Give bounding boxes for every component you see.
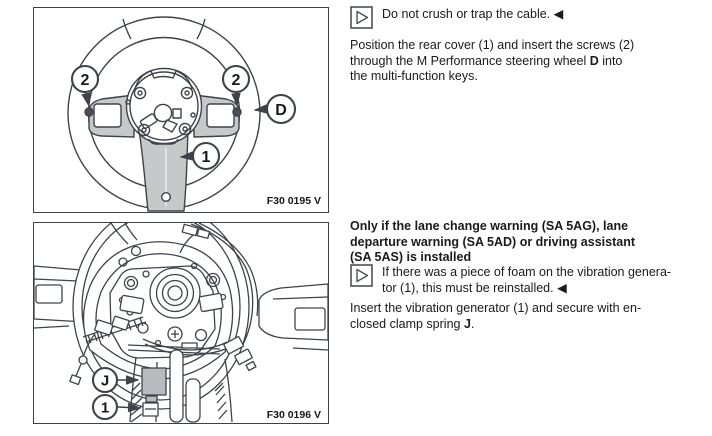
steering-wheel-rear-view-drawing <box>34 8 328 212</box>
callout-screw-right-label: 2 <box>231 72 241 89</box>
heading-line: (SA 5AS) is installed <box>350 250 472 264</box>
bold-wheel-code: D <box>589 53 599 68</box>
procedure-note-icon <box>350 6 373 29</box>
spoke-hole <box>162 193 171 202</box>
paragraph-line: closed clamp spring J. <box>350 316 475 331</box>
screw-left <box>85 108 93 116</box>
note-text-line: If there was a piece of foam on the vibration genera- <box>382 265 672 279</box>
procedure-note-cable <box>350 5 712 29</box>
note-text-line: Do not crush or trap the cable. ◀ <box>382 7 564 21</box>
note-text-line: tor (1), this must be reinstalled. ◀ <box>382 280 567 295</box>
figure-rear-cover-diagram <box>33 7 329 213</box>
paragraph-line: Insert the vibration generator (1) and secure with en- <box>350 301 642 315</box>
paragraph-line: through the M Performance steering wheel D into <box>350 53 623 68</box>
hub-ring-inner <box>130 72 198 140</box>
figure2-code: F30 0196 V <box>266 409 321 421</box>
instruction-paragraph-generator <box>350 301 712 332</box>
clamp-spring-tab <box>146 396 157 402</box>
figure-vibration-generator-diagram <box>33 222 329 424</box>
callout-generator-label: 1 <box>100 399 110 417</box>
key-cutout-left <box>94 104 121 127</box>
figure1-code: F30 0195 V <box>266 195 321 207</box>
conditional-section-heading <box>350 219 712 266</box>
callout-cover-label: 1 <box>201 149 211 166</box>
instruction-paragraph-rear-cover <box>350 38 712 85</box>
stalk-right <box>259 284 328 350</box>
bold-clamp-code: J <box>463 316 471 331</box>
clamp-spring-part <box>142 368 166 395</box>
callout-screw-left-label: 2 <box>80 72 90 89</box>
procedure-note-foam <box>350 263 712 296</box>
steering-column-rear-drawing <box>34 223 328 423</box>
heading-line: departure warning (SA 5AD) or driving assistant <box>350 234 636 249</box>
procedure-note-icon <box>350 264 373 287</box>
paragraph-line: the multi-function keys. <box>350 69 478 83</box>
callout-clamp-label: J <box>100 372 110 390</box>
key-cutout-right <box>207 104 234 127</box>
heading-line: Only if the lane change warning (SA 5AG), lane <box>350 219 629 233</box>
screw-right <box>233 108 241 116</box>
callout-wheel-label: D <box>275 102 287 119</box>
paragraph-line: Position the rear cover (1) and insert the screws (2) <box>350 38 635 52</box>
